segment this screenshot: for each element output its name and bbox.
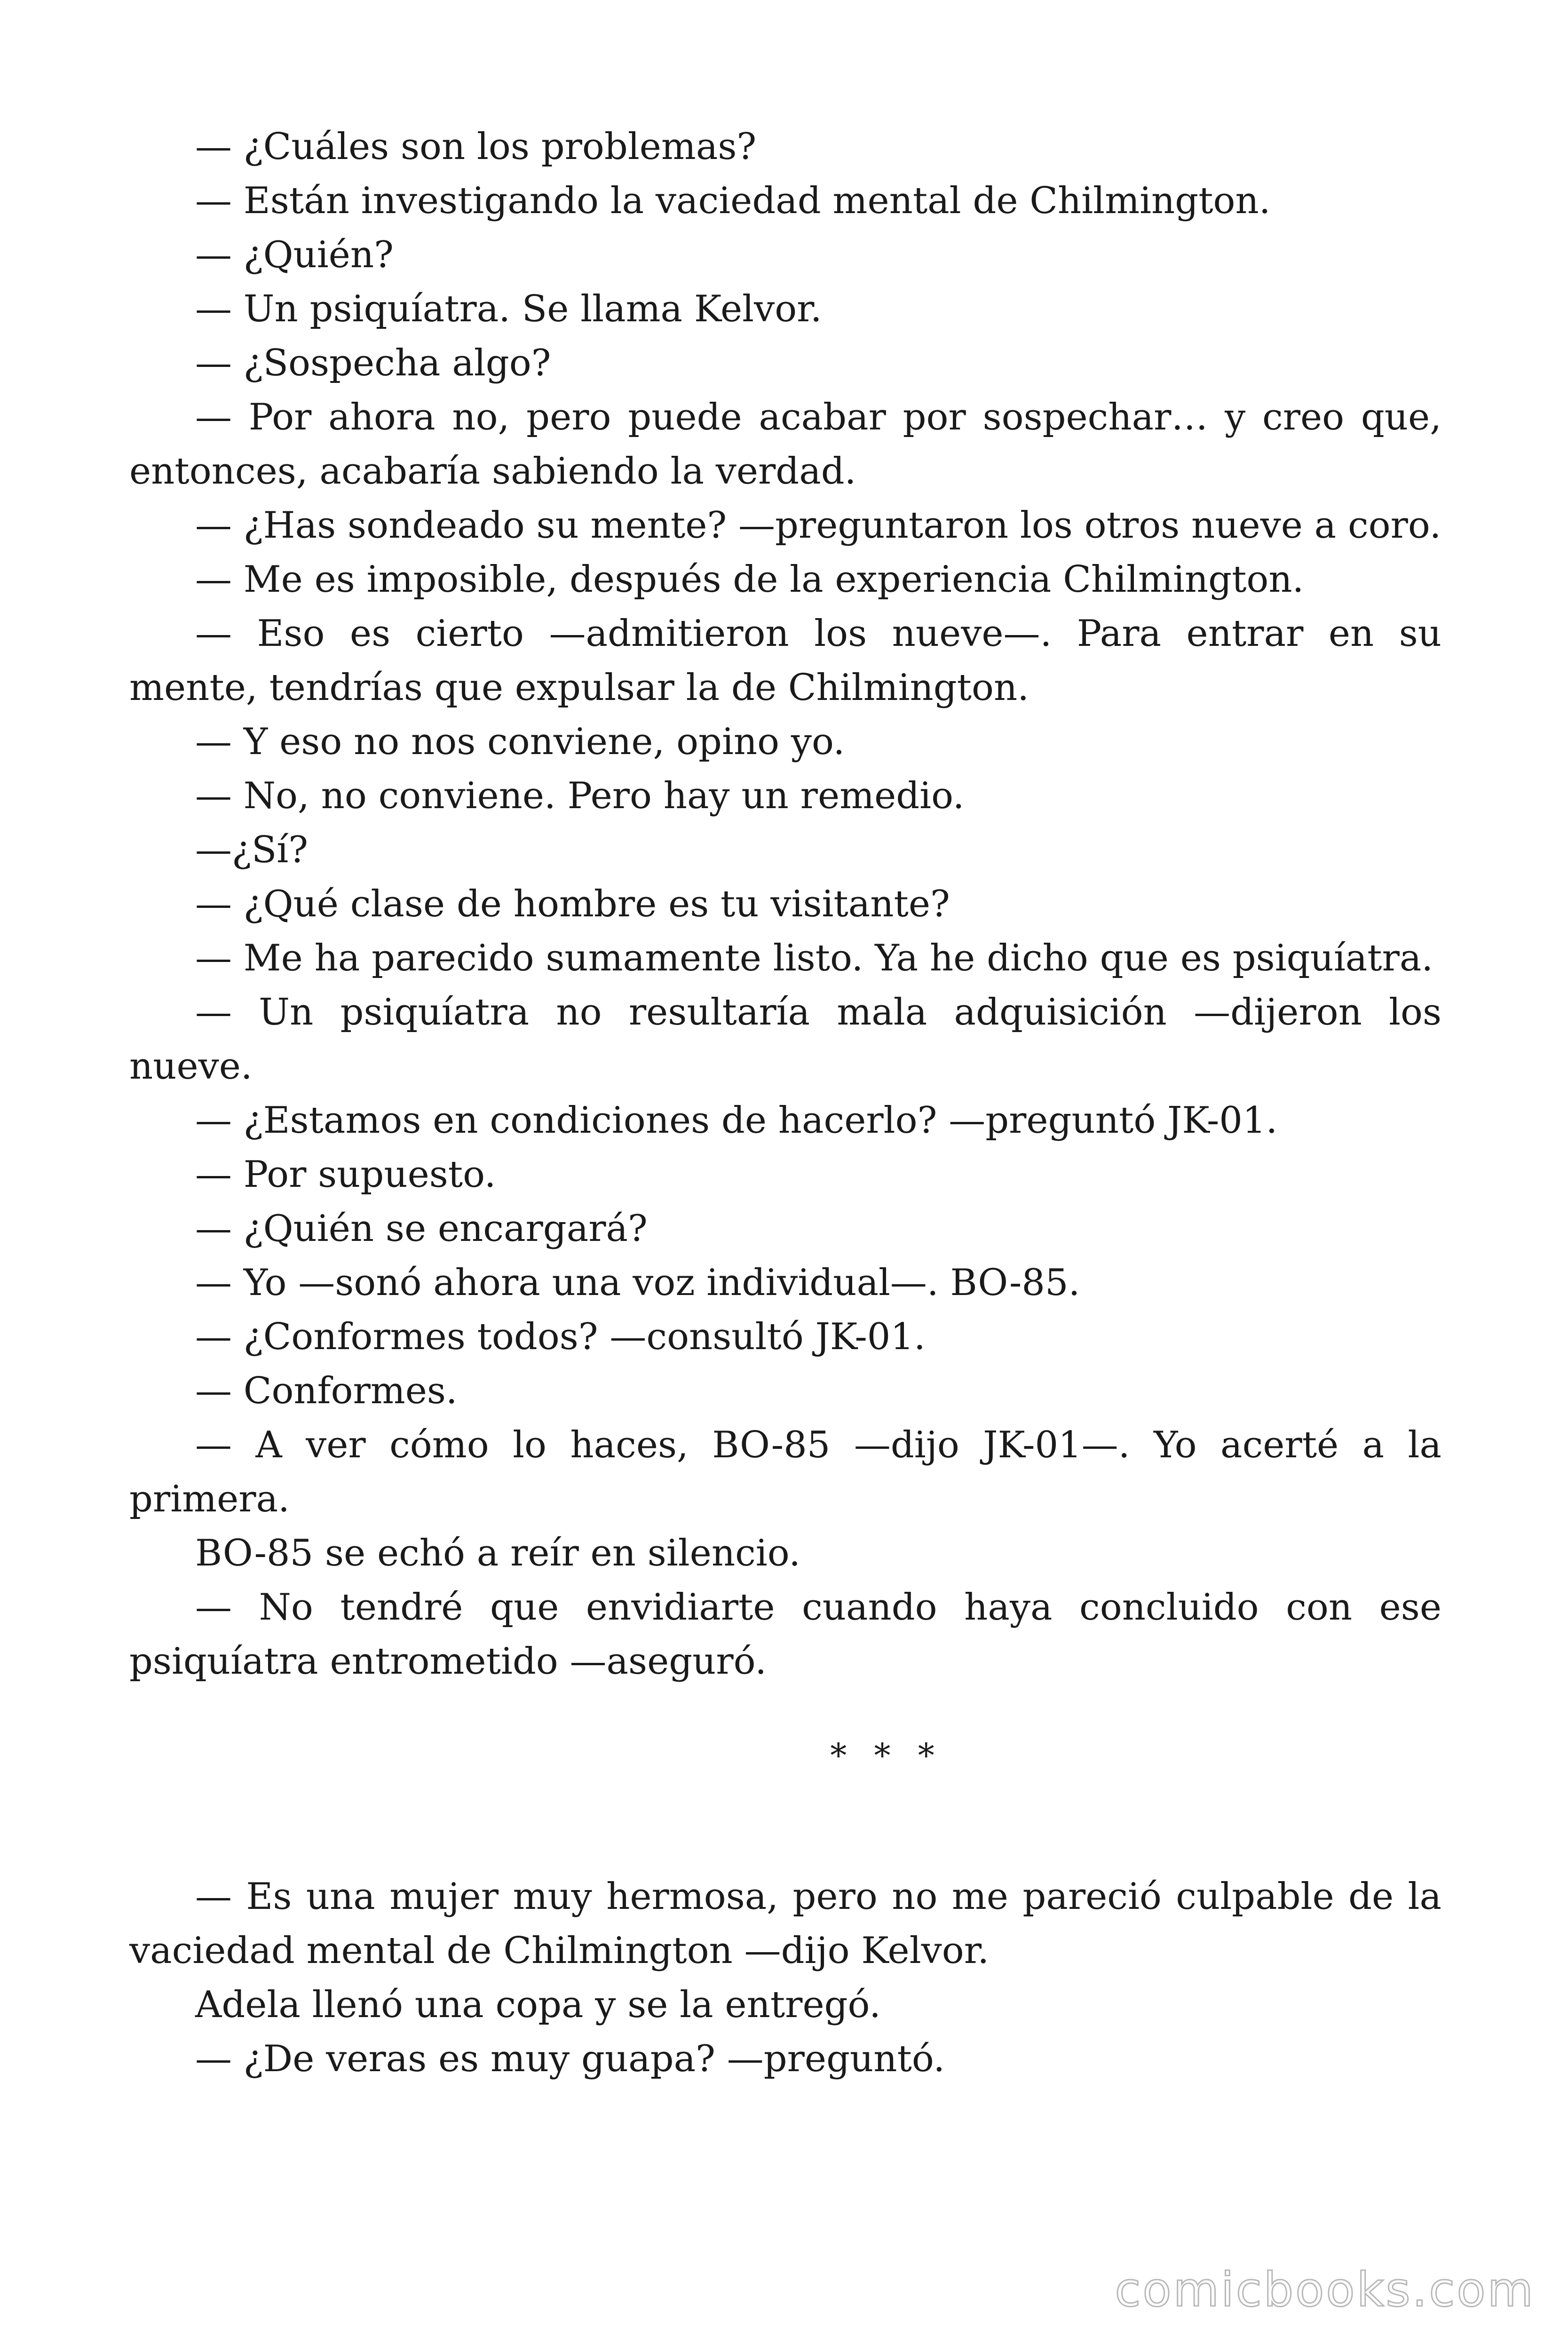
paragraph: — Me ha parecido sumamente listo. Ya he dicho que es psiquíatra. [195, 937, 1433, 979]
paragraph: — Es una mujer muy hermosa, pero no me pareció culpable de la vaciedad mental de Chilmington —dijo Kelvor. [129, 1875, 1441, 1972]
paragraph: Adela llenó una copa y se la entregó. [195, 1984, 881, 2026]
paragraph: — A ver cómo lo haces, BO-85 —dijo JK-01—. Yo acerté a la primera. [129, 1424, 1441, 1520]
paragraph: — ¿Has sondeado su mente? —preguntaron los otros nueve a coro. [195, 504, 1441, 547]
paragraph: — Me es imposible, después de la experiencia Chilmington. [195, 558, 1304, 601]
section-separator: * * * [830, 1736, 943, 1775]
paragraph: — No, no conviene. Pero hay un remedio. [195, 775, 965, 817]
paragraph: — Un psiquíatra. Se llama Kelvor. [195, 288, 822, 330]
paragraph: — ¿Quién se encargará? [195, 1208, 648, 1250]
text-section-1 [129, 120, 1441, 1689]
paragraph: BO-85 se echó a reír en silencio. [195, 1532, 801, 1574]
paragraph: — Yo —sonó ahora una voz individual—. BO-85. [195, 1262, 1080, 1304]
paragraph: — Conformes. [195, 1370, 458, 1412]
paragraph: — Y eso no nos conviene, opino yo. [195, 721, 845, 763]
paragraph: — ¿Quién? [195, 234, 394, 276]
paragraph: — Eso es cierto —admitieron los nueve—. Para entrar en su mente, tendrías que expulsar la de Chilmington. [129, 612, 1441, 709]
paragraph: — Están investigando la vaciedad mental de Chilmington. [195, 180, 1271, 222]
paragraph: — ¿De veras es muy guapa? —preguntó. [195, 2038, 945, 2080]
paragraph: — Un psiquíatra no resultaría mala adquisición —dijeron los nueve. [129, 991, 1441, 1088]
paragraph: — ¿Estamos en condiciones de hacerlo? —preguntó JK-01. [195, 1099, 1278, 1142]
paragraph: — Por supuesto. [195, 1153, 496, 1196]
paragraph: — No tendré que envidiarte cuando haya concluido con ese psiquíatra entrometido —aseguró. [129, 1586, 1441, 1683]
text-section-2 [129, 1870, 1441, 2086]
watermark: comicbooks.com [1115, 2262, 1535, 2317]
paragraph: — Por ahora no, pero puede acabar por sospechar… y creo que, entonces, acabaría sabiendo la verdad. [129, 396, 1441, 493]
paragraph: — ¿Qué clase de hombre es tu visitante? [195, 883, 950, 925]
book-page [129, 120, 1441, 2086]
paragraph: — ¿Sospecha algo? [195, 342, 551, 384]
paragraph: — ¿Cuáles son los problemas? [195, 126, 757, 168]
paragraph: —¿Sí? [195, 829, 309, 871]
paragraph: — ¿Conformes todos? —consultó JK-01. [195, 1316, 926, 1358]
